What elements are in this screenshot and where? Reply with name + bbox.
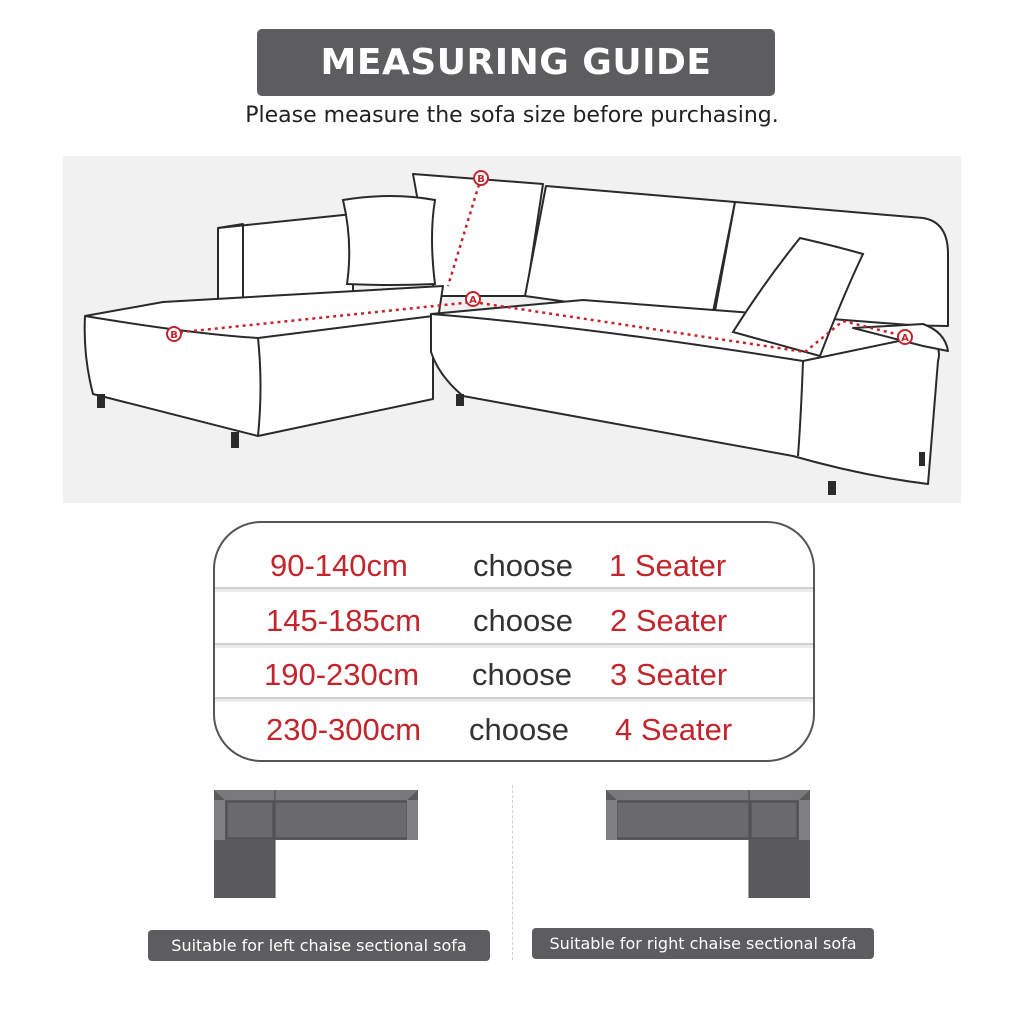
row-divider — [215, 643, 813, 645]
marker-a-right: A — [901, 333, 909, 344]
size-range: 190-230cm — [264, 657, 420, 692]
marker-b-left: B — [170, 330, 178, 341]
page-title: MEASURING GUIDE — [320, 42, 712, 83]
row-divider — [215, 587, 813, 589]
size-chart — [213, 521, 815, 762]
size-row — [215, 540, 813, 592]
seater-option: 4 Seater — [615, 712, 733, 747]
marker-b-top: B — [477, 174, 485, 185]
seater-option: 3 Seater — [610, 657, 728, 692]
size-range: 90-140cm — [270, 548, 408, 583]
seater-option: 1 Seater — [609, 548, 727, 583]
row-divider — [215, 697, 813, 699]
left-chaise-caption: Suitable for left chaise sectional sofa — [148, 930, 490, 961]
size-row — [215, 595, 813, 647]
choose-label: choose — [469, 712, 569, 747]
marker-a-corner: A — [469, 295, 477, 306]
choose-label: choose — [472, 657, 572, 692]
sectional-sofa-illustration — [63, 156, 961, 503]
size-range: 230-300cm — [266, 712, 422, 747]
option-divider — [512, 785, 513, 960]
right-chaise-sofa-icon — [605, 788, 811, 900]
size-row — [215, 649, 813, 701]
left-chaise-sofa-icon — [213, 788, 419, 900]
choose-label: choose — [473, 603, 573, 638]
size-row — [215, 704, 813, 756]
size-range: 145-185cm — [266, 603, 422, 638]
page-subtitle: Please measure the sofa size before purchasing. — [245, 103, 779, 128]
choose-label: choose — [473, 548, 573, 583]
seater-option: 2 Seater — [610, 603, 728, 638]
title-banner — [257, 29, 775, 96]
right-chaise-caption: Suitable for right chaise sectional sofa — [532, 928, 874, 959]
sofa-diagram — [63, 156, 961, 503]
